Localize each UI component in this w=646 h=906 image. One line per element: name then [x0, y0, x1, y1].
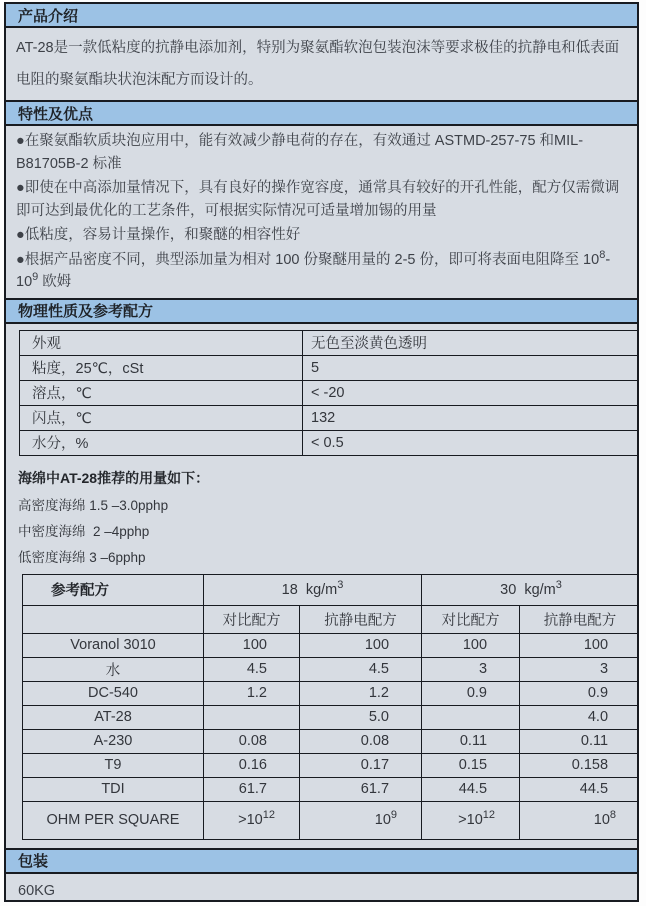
resistance-exponent: 8: [609, 809, 617, 821]
density-18-base: 18 kg/m: [281, 581, 338, 598]
ingredient-value: 100: [204, 633, 300, 657]
ingredient-value: 1.2: [300, 681, 422, 705]
dosage-recommendations: [6, 468, 637, 567]
resistance-exponent-low: 8: [599, 248, 606, 261]
dosage-line: 中密度海绵 2 –4pphp: [18, 523, 150, 539]
ingredient-value: 0.08: [204, 729, 300, 753]
subheader-cell: 抗静电配方: [520, 605, 639, 633]
resistance-exponent: 9: [390, 809, 398, 821]
resistance-dash: -10: [16, 251, 611, 290]
subheader-cell: 对比配方: [204, 605, 300, 633]
product-datasheet: [4, 2, 639, 902]
property-row: [20, 330, 640, 355]
ingredient-value: 100: [300, 633, 422, 657]
ingredient-value: 0.08: [300, 729, 422, 753]
features-list: [6, 126, 637, 298]
ingredient-value: 61.7: [204, 777, 300, 801]
packaging-body: 60KG: [18, 882, 56, 899]
ingredient-value: 0.9: [520, 681, 639, 705]
property-row: [20, 355, 640, 380]
property-row: [20, 430, 640, 455]
ingredient-value: 0.9: [422, 681, 520, 705]
property-name: 水分，%: [20, 430, 303, 455]
ingredient-value: 61.7: [300, 777, 422, 801]
resistance-text: ●根据产品密度不同，典型添加量为相对 100 份聚醚用量的 2-5 份，即可将表面电阻降至 10: [16, 251, 600, 268]
ingredient-label: AT-28: [23, 705, 204, 729]
resistance-unit: 欧姆: [38, 274, 72, 290]
density-18-exponent: 3: [337, 578, 344, 591]
feature-bullet: ●即使在中高添加量情况下，具有良好的操作宽容度，通常具有较好的开孔性能，配方仅需微调即可达到最优化的工艺条件，可根据实际情况可适量增加锡的用量: [16, 180, 620, 219]
resistance-value: [422, 801, 520, 839]
section-title-intro: 产品介绍: [18, 7, 79, 25]
ingredient-label: TDI: [23, 777, 204, 801]
ingredient-value: 0.15: [422, 753, 520, 777]
ingredient-value: 44.5: [520, 777, 639, 801]
ingredient-value: 0.16: [204, 753, 300, 777]
resistance-exponent: 12: [262, 809, 275, 821]
ingredient-value: 4.5: [300, 657, 422, 681]
ingredient-value: 0.11: [422, 729, 520, 753]
density-header-30: [422, 574, 639, 605]
formulation-row: [23, 681, 640, 705]
ingredient-value: 5.0: [300, 705, 422, 729]
ingredient-label: OHM PER SQUARE: [23, 801, 204, 839]
resistance-value: [204, 801, 300, 839]
formulation-row: [23, 705, 640, 729]
property-value: 5: [303, 355, 640, 380]
feature-bullet: ●在聚氨酯软质块泡应用中，能有效减少静电荷的存在，有效通过 ASTMD-257-75 和MIL-B81705B-2 标准: [16, 133, 584, 172]
intro-paragraph: AT-28是一款低粘度的抗静电添加剂，特别为聚氨酯软泡包装泡沫等要求极佳的抗静电和低表面电阻的聚氨酯块状泡沫配方而设计的。: [16, 40, 620, 88]
resistance-exponent: 12: [482, 809, 496, 821]
section-bar-packaging: [6, 848, 637, 874]
property-row: [20, 405, 640, 430]
empty-cell: [23, 605, 204, 633]
feature-bullet-resistance: [16, 249, 627, 294]
ingredient-value: 3: [422, 657, 520, 681]
ingredient-label: DC-540: [23, 681, 204, 705]
property-value: 无色至淡黄色透明: [303, 330, 640, 355]
density-30-base: 30 kg/m: [500, 581, 556, 598]
resistance-base: >10: [458, 812, 483, 828]
section-title-packaging: 包装: [18, 853, 49, 870]
physical-properties-table: [19, 330, 639, 456]
formulation-row: [23, 777, 640, 801]
formulation-subheader-row: [23, 605, 640, 633]
subheader-cell: 对比配方: [422, 605, 520, 633]
ingredient-value: 3: [520, 657, 639, 681]
resistance-exponent-high: 9: [32, 271, 39, 283]
property-name: 粘度，25℃，cSt: [20, 355, 303, 380]
property-name: 外观: [20, 330, 303, 355]
resistance-base: 10: [374, 812, 391, 828]
property-name: 溶点，℃: [20, 380, 303, 405]
section-bar-physical: [6, 298, 637, 324]
resistance-base: >10: [238, 812, 263, 828]
property-name: 闪点，℃: [20, 405, 303, 430]
ohm-per-square-row: [23, 801, 640, 839]
resistance-base: 10: [593, 812, 610, 828]
ingredient-value: 44.5: [422, 777, 520, 801]
formulation-row: [23, 657, 640, 681]
formulation-row: [23, 729, 640, 753]
density-header-18: [204, 574, 422, 605]
ingredient-value: 100: [520, 633, 639, 657]
ingredient-label: Voranol 3010: [23, 633, 204, 657]
feature-bullet: ●低粘度，容易计量操作，和聚醚的相容性好: [16, 227, 301, 243]
formulation-row: [23, 753, 640, 777]
ingredient-value: [422, 705, 520, 729]
section-title-physical: 物理性质及参考配方: [18, 303, 154, 320]
dosage-line: 高密度海绵 1.5 –3.0pphp: [18, 497, 169, 513]
property-row: [20, 380, 640, 405]
ingredient-value: 4.0: [520, 705, 639, 729]
formulation-row: [23, 633, 640, 657]
ingredient-label: A-230: [23, 729, 204, 753]
ingredient-value: [204, 705, 300, 729]
density-30-exponent: 3: [555, 578, 562, 591]
physical-section: [6, 324, 637, 848]
formulation-header-row: [23, 574, 640, 605]
property-value: 132: [303, 405, 640, 430]
ingredient-label: 水: [23, 657, 204, 681]
subheader-cell: 抗静电配方: [300, 605, 422, 633]
ingredient-value: 0.17: [300, 753, 422, 777]
ingredient-label: T9: [23, 753, 204, 777]
formulation-table: [22, 574, 639, 840]
resistance-value: [300, 801, 422, 839]
dosage-line: 低密度海绵 3 –6pphp: [18, 549, 146, 565]
dosage-heading: 海绵中AT-28推荐的用量如下：: [18, 469, 210, 486]
resistance-value: [520, 801, 639, 839]
ingredient-value: 0.158: [520, 753, 639, 777]
section-bar-features: [6, 100, 637, 126]
ingredient-value: 100: [422, 633, 520, 657]
formulation-title-cell: 参考配方: [23, 574, 204, 605]
ingredient-value: 0.11: [520, 729, 639, 753]
section-title-features: 特性及优点: [18, 105, 94, 123]
ingredient-value: 4.5: [204, 657, 300, 681]
property-value: < 0.5: [303, 430, 640, 455]
section-bar-intro: [6, 4, 637, 28]
property-value: < -20: [303, 380, 640, 405]
ingredient-value: 1.2: [204, 681, 300, 705]
